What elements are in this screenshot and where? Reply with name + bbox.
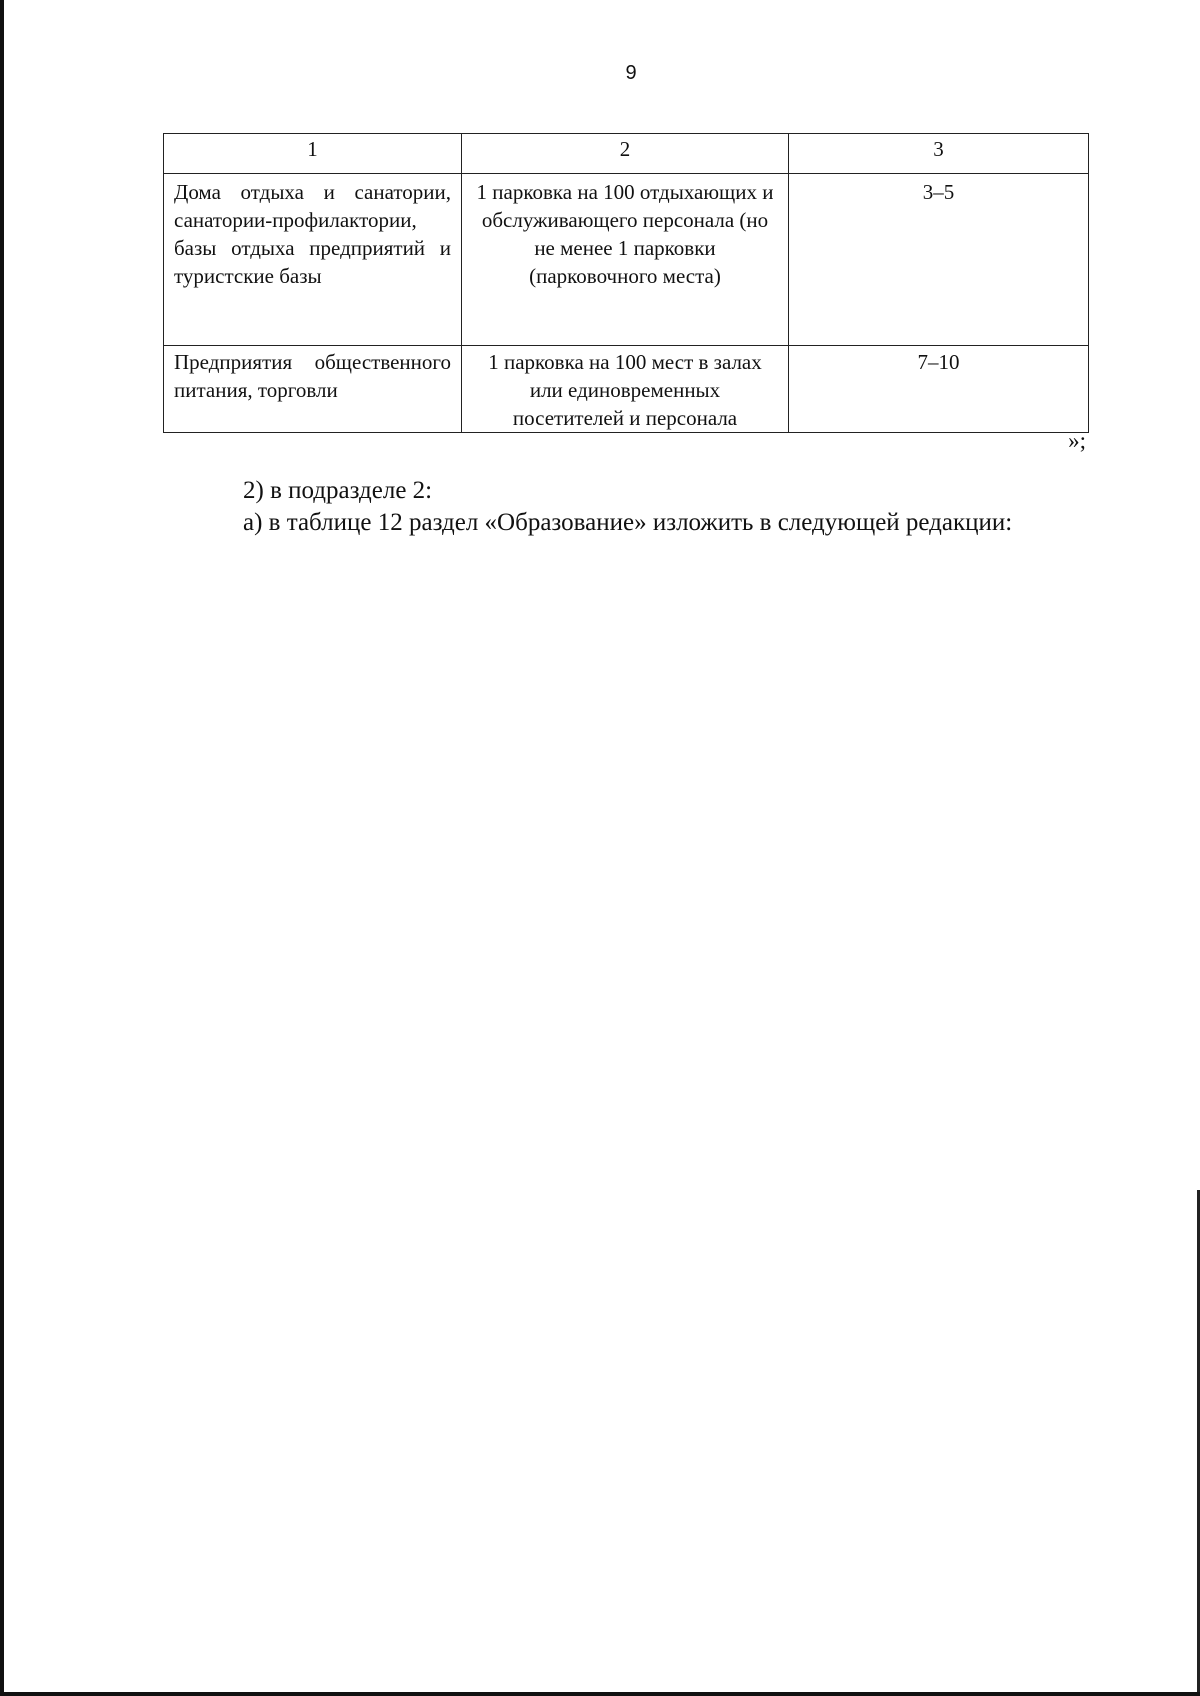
- paragraph-subsection: 2) в подразделе 2:: [243, 477, 433, 504]
- table-header-cell: 1: [164, 134, 462, 174]
- closing-quote: »;: [1068, 428, 1086, 453]
- scan-edge-left: [0, 0, 4, 1696]
- table-cell-parking-norm: 1 парковка на 100 отдыхающих и обслуживающего персонала (но не менее 1 парковки (парковочного места): [462, 174, 789, 346]
- table-cell-object-type: Предприятия общественного питания, торговли: [164, 346, 462, 433]
- table-cell-object-type: Дома отдыха и санатории, санатории-профилактории, базы отдыха предприятий и туристские базы: [164, 174, 462, 346]
- table-cell-value: 3–5: [789, 174, 1089, 346]
- table-row: [164, 174, 1089, 346]
- paragraph-instruction: а) в таблице 12 раздел «Образование» изложить в следующей редакции:: [243, 509, 1013, 536]
- page-number: 9: [625, 62, 637, 84]
- table-header-cell: 3: [789, 134, 1089, 174]
- table-header-row: [164, 134, 1089, 174]
- scan-edge-bottom: [0, 1692, 1200, 1696]
- table-header-cell: 2: [462, 134, 789, 174]
- table-row: [164, 346, 1089, 433]
- table-cell-value: 7–10: [789, 346, 1089, 433]
- table-cell-parking-norm: 1 парковка на 100 мест в залах или единовременных посетителей и персонала: [462, 346, 789, 433]
- parking-norms-table: [163, 133, 1089, 433]
